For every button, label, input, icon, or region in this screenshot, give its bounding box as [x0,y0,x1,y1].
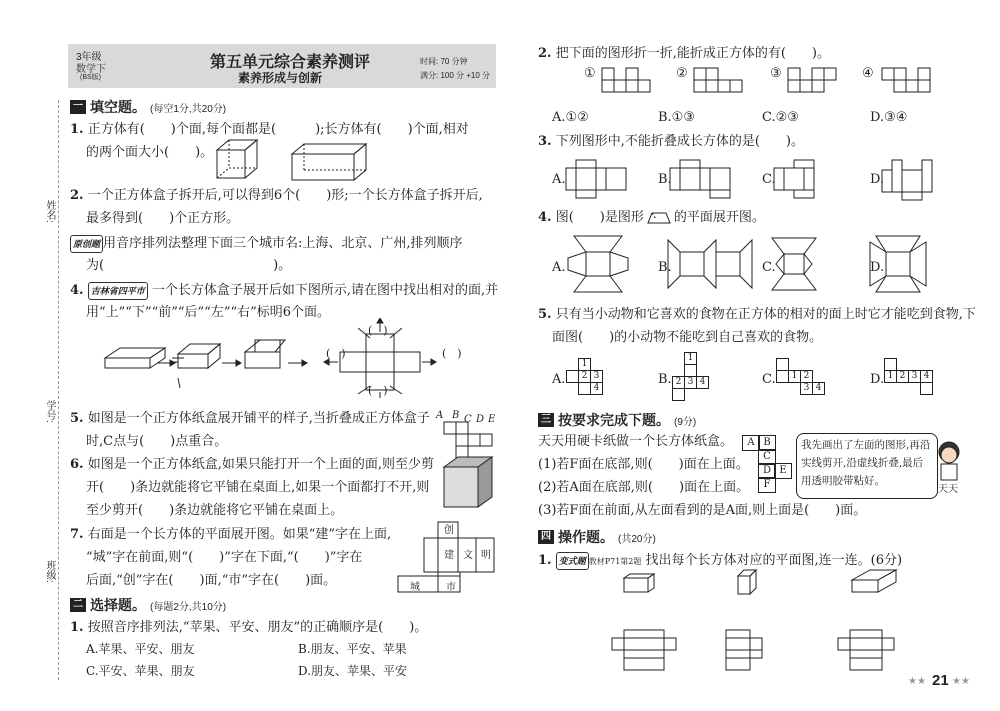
c4-text1: 图( )是图形 [555,210,644,225]
c2-text: 把下面的图形折一折,能折成正方体的有( )。 [555,46,830,61]
section-note: (9分) [674,416,697,428]
c2-option-c[interactable]: C.②③ [762,110,799,125]
section-note: (每题2分,共10分) [150,601,227,613]
section-icon: 二 [70,598,86,612]
c5d-cell: 2 [896,370,909,383]
c5-text1: 只有当小动物和它喜欢的食物在正方体的相对的面上时它才能吃到食物,下 [555,307,976,322]
section-icon: 一 [70,100,86,114]
c3-num: 3. [538,134,552,149]
q4-blank-top: ( ) [368,324,388,337]
c2-option-a[interactable]: A.①② [552,110,589,125]
c4-option-b[interactable]: B. [658,260,672,275]
q4-blank-left: ( ) [326,347,346,360]
c5c-cell [776,370,789,383]
q1-num: 1. [70,122,84,137]
c5a-cell: 1 [578,358,591,371]
q7-char-cheng: 城 [410,582,420,593]
time-label: 时间: 70 分钟 [420,57,468,66]
q2-num: 2. [70,188,84,203]
c5c-cell: 4 [812,382,825,395]
q5-label-a: A [436,410,444,421]
c5-line2: 面图( )的小动物不能吃到自己喜欢的食物。 [552,330,823,345]
c2-num: 2. [538,46,552,61]
q4-num: 4. [70,283,84,298]
c5a-cell: 3 [590,370,603,383]
section-title: 按要求完成下题。 [558,412,670,428]
q7-text1: 右面是一个长方体的平面展开图。如果“建”字在上面, [87,527,392,542]
c5b-cell: 3 [684,376,697,389]
q5-label-e: E [488,414,496,425]
c5-num: 5. [538,307,552,322]
q4-blank-right: ( ) [442,347,462,360]
boy-name: 天天 [938,484,958,495]
q7-char-wen: 文 [463,550,473,561]
c1-stem [70,620,427,636]
q4-text1: 一个长方体盒子展开后如下图所示,请在图中找出相对的面,并 [151,283,499,298]
section-note: (共20分) [618,533,656,545]
c5-line1 [538,307,976,323]
c5d-cell: 1 [884,370,897,383]
c2-nets [596,66,956,102]
c5-option-c[interactable]: C. [762,372,776,387]
c2-option-d[interactable]: D.③④ [870,110,908,125]
c5-option-d[interactable]: D. [870,372,885,387]
q5-label-b: B [452,410,460,421]
c4-nets [566,232,946,296]
s3-part1: (1)若F面在底部,则( )面在上面。 [538,457,749,472]
subject-label: 数学下 [76,64,106,75]
c3-nets [564,156,944,204]
c1-option-c[interactable]: C.平安、苹果、朋友 [86,664,195,678]
q7-line1 [70,527,391,543]
q7-char-jian: 建 [444,550,454,561]
q4-line2: 用“上”“下”“前”“后”“左”“右”标明6个面。 [86,305,331,320]
c2-mark-4: ④ [862,66,874,81]
q3-text1: 用音序排列法整理下面三个城市名:上海、北京、广州,排列顺序 [103,236,463,251]
c2-option-b[interactable]: B.①③ [658,110,695,125]
c4-text2: 的平面展开图。 [673,210,765,225]
c3-option-a[interactable]: A. [552,172,566,187]
o1-cuboids [620,568,900,598]
c1-option-b[interactable]: B.朋友、平安、苹果 [298,642,407,656]
c5-option-a[interactable]: A. [552,372,566,387]
q3-tag: 原创题 [70,235,103,253]
q6-cube-figure [440,453,496,513]
name-label: 姓名: [44,200,55,223]
page-title: 第五单元综合素养测评 [210,54,371,71]
c4-option-c[interactable]: C. [762,260,776,275]
s3-face-f: F [758,477,776,493]
bubble-text: 我先画出了左面的图形,再沿实线剪开,沿虚线折叠,最后用透明胶带粘好。 [801,439,931,487]
section-title: 选择题。 [90,597,146,613]
section-title: 操作题。 [558,529,614,545]
q1-line2: 的两个面大小( )。 [86,145,214,160]
c3-option-d[interactable]: D. [870,172,885,187]
q6-num: 6. [70,457,84,472]
c5d-cell: 3 [908,370,921,383]
c5c-cell: 2 [800,370,813,383]
s3-face-d: D [758,463,776,479]
c1-option-d[interactable]: D.朋友、苹果、平安 [298,664,408,678]
q4-blank-bottom: ( ) [368,384,388,397]
class-label: 班级: [44,560,55,583]
c5c-cell: 1 [788,370,801,383]
section-operation [538,527,656,547]
c5b-cell: 1 [684,352,697,365]
o1-tag: 变式题 [556,552,589,570]
c4-option-d[interactable]: D. [870,260,885,275]
s3-face-c: C [758,449,776,465]
q6-text1: 如图是一个正方体纸盒,如果只能打开一个上面的面,则至少剪 [87,457,434,472]
q4-line1 [70,282,498,300]
s3-part2: (2)若A面在底部,则( )面在上面。 [538,480,750,495]
edition-label: (BS版) [80,74,101,81]
c3-stem [538,134,804,150]
c5d-cell [920,382,933,395]
section-fill-blank [70,97,226,117]
q2-line1 [70,188,483,204]
section-title: 填空题。 [90,99,146,115]
q3-line2: 为( )。 [86,258,292,273]
c5c-cell: 3 [800,382,813,395]
c3-text: 下列图形中,不能折叠成长方体的是( )。 [555,134,804,149]
c5a-cell [578,382,591,395]
q7-char-shi: 市 [446,582,456,593]
o1-num: 1. [538,553,552,568]
page-number: 21 [932,672,949,689]
c3-option-c[interactable]: C. [762,172,776,187]
c2-mark-1: ① [584,66,596,81]
id-label: 学号: [44,400,55,423]
section-icon: 三 [538,413,554,427]
c2-mark-2: ② [676,66,688,81]
q3-line1 [70,235,463,253]
q5-text1: 如图是一个正方体纸盒展开铺平的样子,当折叠成正方体盒子 [87,411,430,426]
score-label: 满分: 100 分 +10 分 [420,71,491,80]
c4-stem [538,210,765,226]
grade-label: 3年级 [76,52,102,63]
s3-face-a: A [742,435,760,451]
c5b-cell [672,388,685,401]
section-icon: 四 [538,530,554,544]
c5b-cell: 2 [672,376,685,389]
s3-face-b: B [758,435,776,451]
c4-num: 4. [538,210,552,225]
q4-unfold-figure [100,318,480,398]
s3-part3: (3)若F面在前面,从左面看到的是A面,则上面是( )面。 [538,503,867,518]
section-note: (每空1分,共20分) [150,103,227,115]
q1-line1 [70,122,469,138]
q5-line2: 时,C点与( )点重合。 [86,434,228,449]
q7-char-ming: 明 [481,550,491,561]
c1-num: 1. [70,620,84,635]
q5-label-c: C [464,414,472,425]
q1-text1: 正方体有( )个面,每个面都是( );长方体有( )个面,相对 [87,122,469,137]
q7-line3: 后面,“创”字在( )面,“市”字在( )面。 [86,573,337,588]
c5a-cell: 4 [590,382,603,395]
q7-char-chuang: 创 [444,525,454,536]
page-subtitle: 素养形成与创新 [238,71,323,85]
c4-option-a[interactable]: A. [552,260,566,275]
section-choice [70,595,226,615]
q7-num: 7. [70,527,84,542]
q6-line1 [70,457,434,473]
binding-line [58,100,59,680]
section-task [538,410,696,430]
o1-text: 找出每个长方体对应的平面图,连一连。(6分) [645,553,903,568]
speech-bubble [796,433,938,499]
q7-line2: “城”字在前面,则“( )”字在下面,“( )”字在 [86,550,363,565]
s3-face-e: E [774,463,792,479]
q2-text1: 一个正方体盒子拆开后,可以得到6个( )形;一个长方体盒子拆开后, [87,188,483,203]
c5-option-b[interactable]: B. [658,372,672,387]
c5d-cell: 4 [920,370,933,383]
cuboid-figure [290,142,370,182]
q5-label-d: D [476,414,485,425]
c3-option-b[interactable]: B. [658,172,672,187]
s3-intro: 天天用硬卡纸做一个长方体纸盒。 [538,434,734,449]
cube-figure [215,138,261,180]
boy-avatar [934,440,964,484]
o1-tag2: 教材P71第2题 [588,557,642,566]
q5-num: 5. [70,411,84,426]
footer-stars-left: ★★ [908,676,926,687]
q2-line2: 最多得到( )个正方形。 [86,211,240,226]
footer-stars-right: ★★ [952,676,970,687]
q5-line1 [70,411,430,427]
c2-stem [538,46,830,62]
o1-nets [610,626,910,674]
q4-tag: 吉林省四平市 [88,282,148,300]
c5a-cell: 2 [578,370,591,383]
q6-line3: 至少剪开( )条边就能将它平铺在桌面上。 [86,503,344,518]
c2-mark-3: ③ [770,66,782,81]
c1-text: 按照音序排列法,“苹果、平安、朋友”的正确顺序是( )。 [87,620,428,635]
c1-option-a[interactable]: A.苹果、平安、朋友 [86,642,195,656]
c4-frustum-icon [644,211,674,225]
c5b-cell: 4 [696,376,709,389]
q6-line2: 开( )条边就能将它平铺在桌面上,如果一个面都打不开,则 [86,480,430,495]
